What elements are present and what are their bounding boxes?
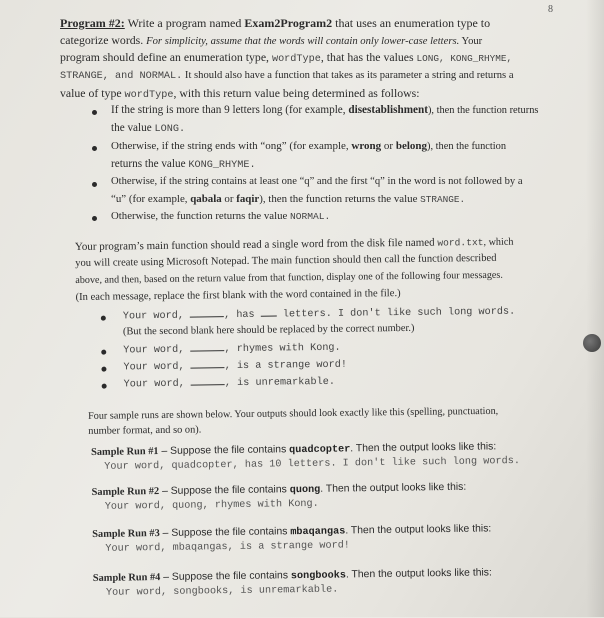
example-word: wrong xyxy=(351,140,382,152)
rule-text: or xyxy=(381,140,396,152)
file-name: word.txt xyxy=(437,237,484,249)
rule-text: ), then the function returns the value xyxy=(259,193,421,205)
message-text: , is a strange word! xyxy=(224,359,348,373)
return-value: LONG. xyxy=(154,124,186,135)
sample-intro-line-2: number format, and so on). xyxy=(88,424,202,437)
message-text: Your word, xyxy=(123,344,185,357)
rule-text: Otherwise, if the string ends with “ong” (for example, xyxy=(111,140,352,152)
sample-intro-line-1: Four sample runs are shown below. Your outputs should look exactly like this (spelling, punctuation, xyxy=(87,405,499,422)
intro-text: , with this return value being determined as follows: xyxy=(173,86,420,100)
intro-text: program should define an enumeration type, xyxy=(60,50,272,64)
enum-values: LONG, KONG_RHYME, xyxy=(416,53,513,64)
return-value: KONG_RHYME. xyxy=(188,160,256,171)
enum-type-name: wordType xyxy=(124,90,174,101)
return-value: NORMAL. xyxy=(290,211,331,222)
rule-text: “u” (for example, xyxy=(111,193,191,205)
example-word: belong xyxy=(395,140,428,152)
sample-word: quadcopter xyxy=(289,444,351,457)
sample-label: Sample Run #2 xyxy=(91,486,160,498)
message-text: , has xyxy=(224,309,255,322)
rule-text: or xyxy=(221,193,237,205)
sample-text: – Suppose the file contains xyxy=(159,526,291,540)
intro-text: that uses an enumeration type to xyxy=(332,16,491,30)
intro-text: Your xyxy=(459,36,483,47)
rule-text: If the string is more than 9 letters long (for example, xyxy=(111,104,349,116)
return-value: STRANGE. xyxy=(420,194,466,205)
intro-text: Write a program named xyxy=(127,16,245,30)
sample-word: quong xyxy=(289,484,321,497)
sample-label: Sample Run #1 xyxy=(90,446,159,458)
program-title: Program #2: xyxy=(60,16,125,30)
sample-run-3-output: Your word, mbaqangas, is a strange word! xyxy=(105,540,350,555)
sample-text: – Suppose the file contains xyxy=(160,570,291,584)
message-text: Your word, xyxy=(123,378,185,391)
sample-text: – Suppose the file contains xyxy=(159,484,290,498)
page-number: 8 xyxy=(548,4,553,15)
enum-values: STRANGE, and NORMAL. xyxy=(60,71,183,82)
main-text: , which xyxy=(483,236,514,249)
sample-text: . Then the output looks like this: xyxy=(345,523,492,537)
page-edge-shadow xyxy=(586,0,604,617)
rule-text: Otherwise, the function returns the value xyxy=(111,210,290,222)
message-text: , rhymes with Kong. xyxy=(224,342,341,356)
sample-run-4-output: Your word, songbooks, is unremarkable. xyxy=(105,584,339,599)
sample-word: mbaqangas xyxy=(290,526,346,539)
main-para-line-2: you will create using Microsoft Notepad. The main function should then call the function described xyxy=(75,252,497,269)
sample-run-2-output: Your word, quong, rhymes with Kong. xyxy=(104,498,319,513)
intro-text: categorize words. xyxy=(60,33,147,47)
program-name: Exam2Program2 xyxy=(244,16,333,30)
message-text: Your word, xyxy=(123,361,185,374)
message-note: (But the second blank here should be replaced by the correct number.) xyxy=(122,322,415,338)
message-text: , is unremarkable. xyxy=(224,376,336,390)
rule-text: returns the value xyxy=(111,158,189,170)
example-word: disestablishment xyxy=(348,104,428,116)
sample-text: . Then the output looks like this: xyxy=(350,441,497,455)
sample-label: Sample Run #4 xyxy=(92,572,161,584)
sample-text: – Suppose the file contains xyxy=(158,444,290,458)
rule-text: ), then the function xyxy=(427,141,507,152)
sample-text: . Then the output looks like this: xyxy=(345,567,492,581)
example-word: faqir xyxy=(236,193,260,205)
simplicity-note: For simplicity, assume that the words will contain only lower-case letters. xyxy=(146,36,460,47)
sample-text: . Then the output looks like this: xyxy=(320,481,467,495)
message-text: Your word, xyxy=(122,310,185,323)
rule-text: Otherwise, if the string contains at least one “q” and the first “q” in the word is not followed by a xyxy=(111,176,523,187)
enum-type-name: wordType xyxy=(271,54,321,65)
main-para-line-4: (In each message, replace the first blank with the word contained in the file.) xyxy=(75,288,401,303)
example-word: qabala xyxy=(190,193,222,205)
rule-text: ), then the function returns xyxy=(427,105,539,116)
rule-text: the value xyxy=(111,122,155,134)
intro-text: It should also have a function that takes as its parameter a string and returns a xyxy=(182,70,514,81)
sample-word: songbooks xyxy=(290,570,347,583)
main-text: Your program’s main function should read a single word from the disk file named xyxy=(74,236,438,253)
message-text: letters. I don't like such long words. xyxy=(282,306,516,321)
main-para-line-3: above, and then, based on the return value from that function, display one of the following four messages. xyxy=(75,269,503,286)
sample-run-1-output: Your word, quadcopter, has 10 letters. I don't like such long words. xyxy=(104,455,520,473)
intro-text: , that has the values xyxy=(320,50,417,64)
sample-label: Sample Run #3 xyxy=(92,528,160,540)
intro-text: value of type xyxy=(60,86,125,100)
